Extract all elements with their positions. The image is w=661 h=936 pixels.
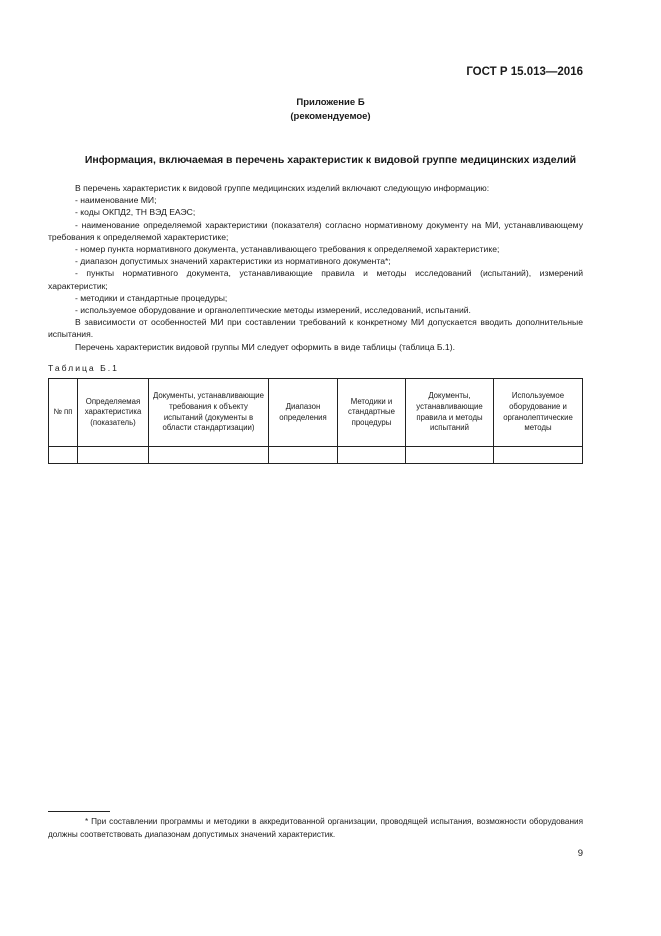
- page-number: 9: [577, 848, 583, 859]
- table-header-row: [49, 379, 583, 447]
- document-title: Информация, включаемая в перечень характеристик к видовой группе медицинских изделий: [84, 154, 577, 166]
- table-cell: [149, 447, 269, 464]
- list-item: - наименование определяемой характеристики (показателя) согласно нормативному документу на МИ, устанавливающему требования к определяемой характеристике;: [48, 219, 583, 242]
- standard-code: ГОСТ Р 15.013—2016: [466, 66, 583, 78]
- body-text: [48, 182, 583, 353]
- list-item: - диапазон допустимых значений характеристики из нормативного документа*;: [75, 256, 391, 267]
- header-cell-equipment: Используемое оборудование и органолептические методы: [494, 379, 583, 447]
- footnote: * При составлении программы и методики в аккредитованной организации, проводящей испытания, возможности оборудования должны соответствовать диапазонам допустимых значений характеристик.: [48, 817, 583, 839]
- header-cell-number: № пп: [49, 379, 78, 447]
- table-row: [49, 447, 583, 464]
- appendix-heading: [0, 96, 661, 124]
- list-item: - методики и стандартные процедуры;: [75, 292, 228, 303]
- header-cell-range: Диапазон определения: [269, 379, 338, 447]
- table-cell: [78, 447, 149, 464]
- list-item: - используемое оборудование и органолептические методы измерений, исследований, испытаний.: [75, 305, 471, 316]
- header-cell-requirement-documents: Документы, устанавливающие требования к объекту испытаний (документы в области стандартизации): [149, 379, 269, 447]
- footnote-divider: [48, 811, 110, 812]
- table-cell: [49, 447, 78, 464]
- dependence-paragraph: В зависимости от особенностей МИ при составлении требований к конкретному МИ допускается вводить дополнительные испытания.: [48, 317, 583, 340]
- table-label: Таблица Б.1: [48, 363, 119, 373]
- table-cell: [338, 447, 406, 464]
- table-cell: [269, 447, 338, 464]
- table-cell: [494, 447, 583, 464]
- table-cell: [406, 447, 494, 464]
- header-cell-characteristic: Определяемая характеристика (показатель): [78, 379, 149, 447]
- table-reference-paragraph: Перечень характеристик видовой группы МИ следует оформить в виде таблицы (таблица Б.1).: [75, 341, 455, 352]
- list-item: - пункты нормативного документа, устанавливающие правила и методы исследований (испытаний), измерений характеристик;: [48, 268, 583, 291]
- appendix-status: (рекомендуемое): [290, 111, 371, 122]
- header-cell-methods: Методики и стандартные процедуры: [338, 379, 406, 447]
- characteristics-table: [48, 378, 583, 464]
- list-item: - коды ОКПД2, ТН ВЭД ЕАЭС;: [75, 207, 196, 218]
- header-cell-test-documents: Документы, устанавливающие правила и методы испытаний: [406, 379, 494, 447]
- list-item: - номер пункта нормативного документа, устанавливающего требования к определяемой характеристике;: [75, 244, 500, 255]
- intro-paragraph: В перечень характеристик к видовой группе медицинских изделий включают следующую информацию:: [75, 183, 490, 193]
- appendix-title: Приложение Б: [296, 97, 365, 108]
- list-item: - наименование МИ;: [75, 195, 157, 206]
